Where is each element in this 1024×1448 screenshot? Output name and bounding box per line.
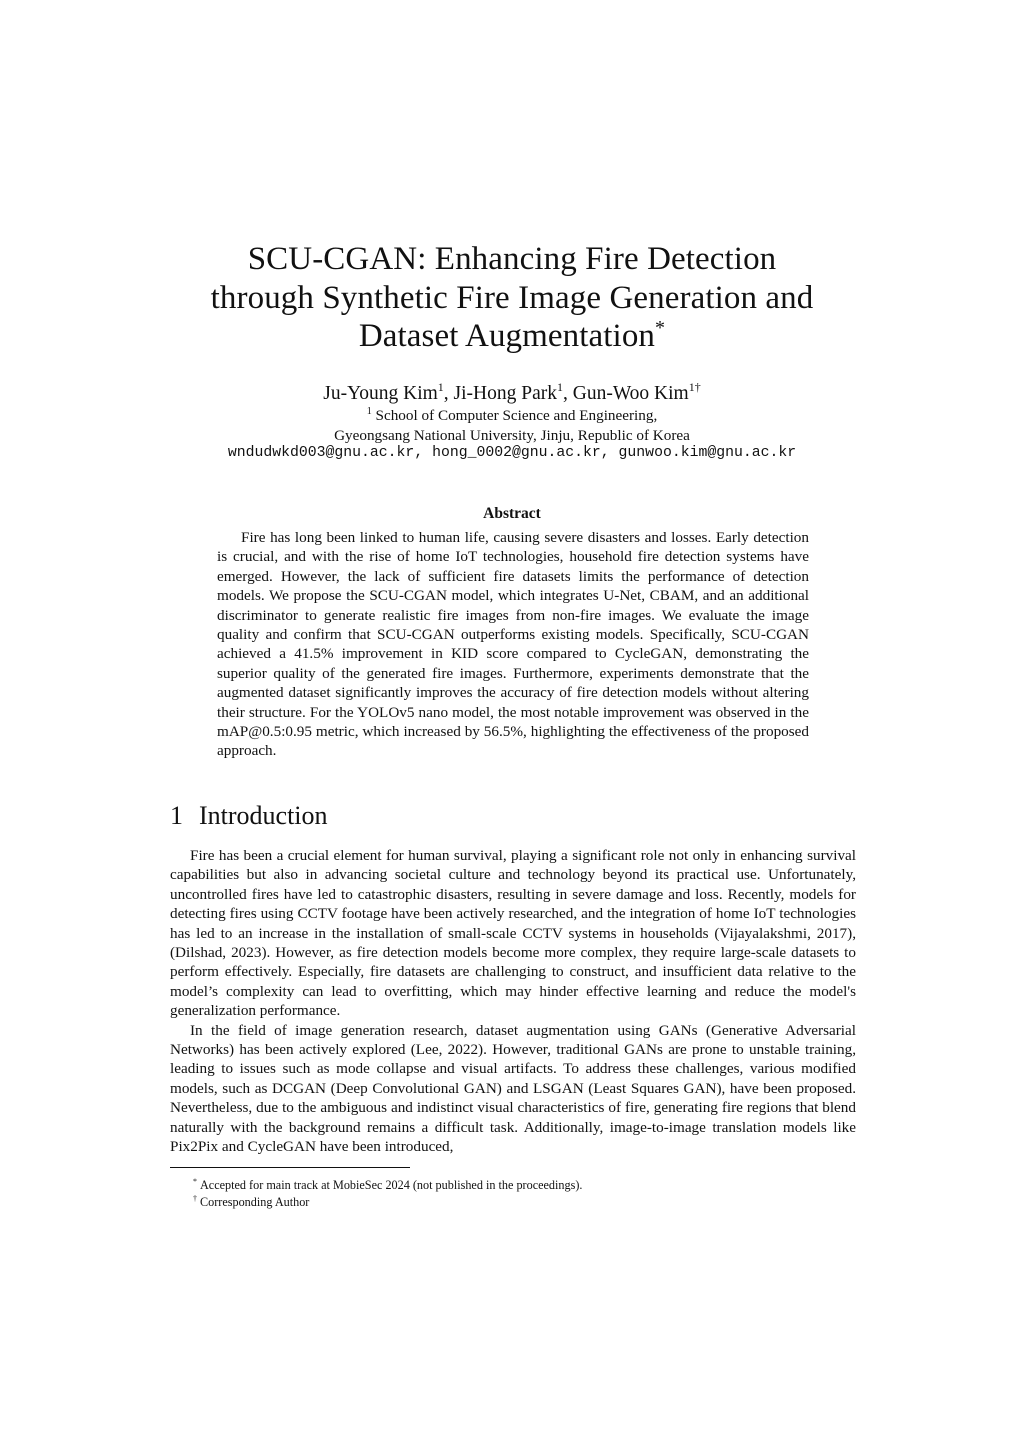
title-line-3-text: Dataset Augmentation — [358, 318, 656, 354]
affiliation-department: School of Computer Science and Engineering, — [371, 407, 658, 424]
footnote-mark: * — [193, 1177, 197, 1186]
affiliation-line-1 — [0, 406, 1024, 426]
author-list — [0, 382, 1024, 406]
author-emails: wndudwkd003@gnu.ac.kr, hong_0002@gnu.ac.kr, gunwoo.kim@gnu.ac.kr — [227, 445, 797, 461]
author-separator: , — [443, 383, 454, 404]
section-heading — [170, 800, 328, 832]
footnotes — [193, 1177, 582, 1211]
section-body — [170, 846, 856, 1157]
author-name: Ji-Hong Park — [453, 383, 557, 404]
body-paragraph: Fire has been a crucial element for human survival, playing a significant role not only in enhancing survival capabilities but also in advancing societal culture and technology beyond its practical use. Unfortunately, uncontrolled fires have led to catastrophic disasters, resulting in severe damage and loss. Recently, models for detecting fires using CCTV footage have been actively researched, and the integration of home IoT technologies has led to an increase in the installation of small-scale CCTV systems in households (Vijayalakshmi, 2017), (Dilshad, 2023). However, as fire detection models become more complex, they require large-scale datasets to perform effectively. Especially, fire datasets are challenging to construct, and insufficient data relative to the model’s complexity can lead to overfitting, which may hinder effective learning and reduce the model's generalization performance. — [170, 847, 856, 1020]
author-affiliation-mark: 1† — [688, 380, 701, 394]
author-name: Gun-Woo Kim — [572, 383, 689, 404]
footnote — [193, 1177, 582, 1194]
paper-title — [0, 240, 1024, 356]
title-line-2: through Synthetic Fire Image Generation and — [210, 279, 814, 316]
footnote-text: Corresponding Author — [200, 1195, 310, 1209]
footnote-mark: † — [193, 1194, 197, 1203]
author-affiliation-mark: 1 — [557, 380, 563, 394]
section-title: Introduction — [199, 801, 328, 830]
abstract-heading: Abstract — [483, 505, 541, 522]
body-paragraph: In the field of image generation research, dataset augmentation using GANs (Generative Adversarial Networks) has been actively explored (Lee, 2022). However, traditional GANs are prone to unstable training, leading to issues such as mode collapse and visual artifacts. To address these challenges, various modified models, such as DCGAN (Deep Convolutional GAN) and LSGAN (Least Squares GAN), have been proposed. Nevertheless, due to the ambiguous and indistinct visual characteristics of fire, generating fire regions that blend naturally with the background remains a difficult task. Additionally, image-to-image translation models like Pix2Pix and CycleGAN have been introduced, — [170, 1021, 856, 1156]
section-number: 1 — [170, 801, 183, 830]
author-name: Ju-Young Kim — [323, 383, 438, 404]
title-line-1: SCU-CGAN: Enhancing Fire Detection — [247, 241, 777, 277]
footnote — [193, 1194, 582, 1211]
author-separator: , — [563, 383, 573, 404]
footnote-divider — [170, 1167, 410, 1168]
title-line-3 — [0, 317, 1024, 356]
footnote-text: Accepted for main track at MobieSec 2024 (not published in the proceedings). — [200, 1178, 583, 1192]
affiliation-mark: 1 — [366, 406, 372, 417]
affiliation-line-2: Gyeongsang National University, Jinju, Republic of Korea — [334, 427, 690, 444]
author-affiliation-mark: 1 — [437, 380, 444, 394]
title-footnote-mark: * — [655, 317, 666, 339]
abstract-text: Fire has long been linked to human life, causing severe disasters and losses. Early detection is crucial, and with the rise of home IoT technologies, household fire detection systems have emerged. However, the lack of sufficient fire datasets limits the performance of detection models. We propose the SCU-CGAN model, which integrates U-Net, CBAM, and an additional discriminator to generate realistic fire images from non-fire images. We evaluate the image quality and confirm that SCU-CGAN outperforms existing models. Specifically, SCU-CGAN achieved a 41.5% improvement in KID score compared to CycleGAN, demonstrating the superior quality of the generated fire images. Furthermore, experiments demonstrate that the augmented dataset significantly improves the accuracy of fire detection models without altering their structure. For the YOLOv5 nano model, the most notable improvement was observed in the mAP@0.5:0.95 metric, which increased by 56.5%, highlighting the effectiveness of the proposed approach. — [217, 529, 809, 760]
